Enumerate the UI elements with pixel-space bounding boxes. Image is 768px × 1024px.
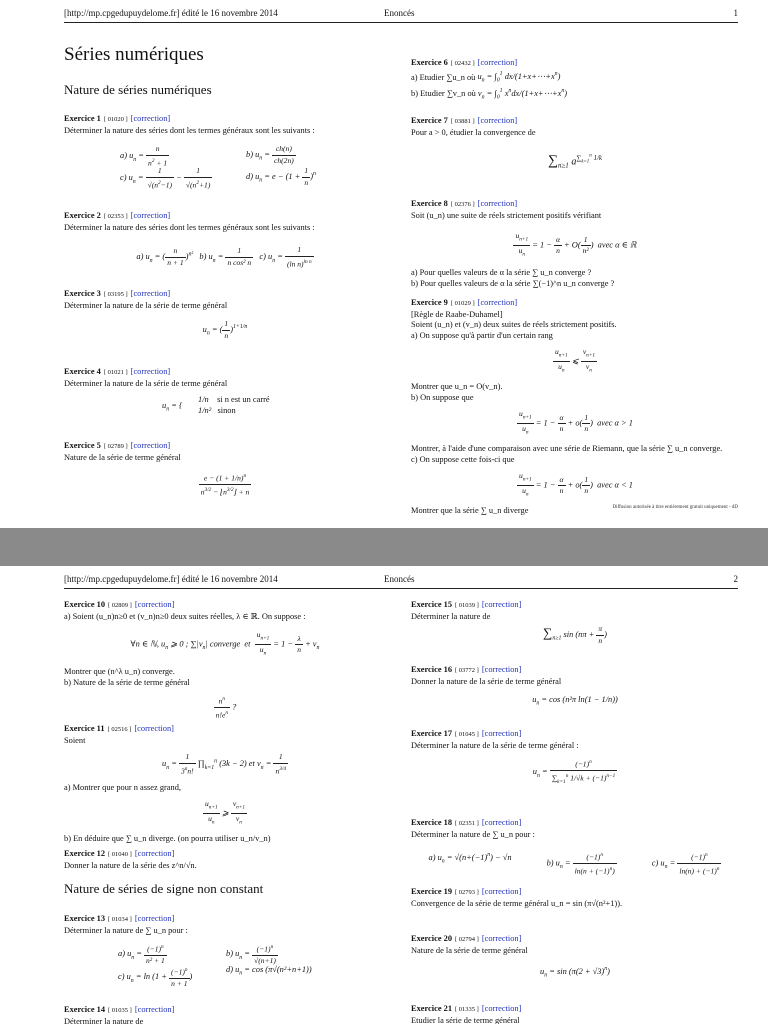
exercise-10 (64, 600, 386, 727)
exercise-text: Déterminer la nature de la série de terme général : (411, 740, 579, 750)
exercise-formulas: ∀n ∈ ℕ, $u_n$ ⩾ 0 ; $\sum|v_n|$ converge et $\frac{u_{n+1}}{u_n}$ = 1 − $\frac{\lambda}{n}$ + $v_n$ (130, 630, 320, 657)
exercise-19 (411, 887, 739, 909)
exercise-text: Nature de la série de terme général (411, 945, 528, 955)
exercise-6: Exercice 6 [ 02432 ] [correction] a) Etudier ∑u_n où $u_n = \int_0^1$ $dx/(1+x+\cdots+x^n)$ b) Etudier ∑v_n où $v_n = \int_0^1$ $x^ndx/(1+x+\cdots+x^n)$ (411, 58, 568, 101)
exercise-label: Exercice 8 (411, 199, 448, 208)
page-footer: Diffusion autorisée à titre entièrement gratuit uniquement - dD (612, 505, 738, 510)
exercise-id: [ 02376 ] (450, 201, 475, 208)
correction-link[interactable]: [correction] (130, 114, 171, 123)
exercise-label: Exercice 9 (411, 298, 448, 307)
exercise-14 (64, 1005, 386, 1024)
section-title: Nature de séries de signe non constant (64, 881, 264, 896)
exercise-id: [ 01045 ] (455, 731, 479, 738)
header-section: Enoncés (384, 574, 415, 584)
exercise-text: c) On suppose cette fois-ci que (411, 454, 515, 464)
right-column (411, 566, 739, 1024)
exercise-id: [ 01039 ] (455, 602, 479, 609)
exercise-formulas: a) $u_n$ = $\frac{(-1)^n}{\text{n² + 1}}$ b) $u_n$ = $\frac{(-1)^n}{√(n+1)}$ c) $u_n = \ln (1$ + $\frac{(-1)^n}{n + 1}$ ) d) $u_n = \cos (\pi√(n^2+n+1))$ (118, 944, 312, 989)
exercise-2 (64, 211, 386, 276)
exercise-3 (64, 289, 386, 347)
exercise-formulas: $u_n = \sin (\pi(2 + √3)^n)$ (540, 966, 610, 979)
exercise-formulas: $u_n$ = ( $\frac{1}{n}$ )$^{1+1/n}$ (202, 319, 248, 340)
exercise-text: Déterminer la nature des séries dont les termes généraux sont les suivants : (64, 222, 315, 232)
exercise-text: Déterminer la nature de la série de terme général (64, 300, 228, 310)
exercise-text: Déterminer la nature de (64, 1016, 144, 1024)
case-text: si n est un carré (217, 395, 270, 404)
exercise-text: Donner la nature de la série des z^n/√n. (64, 860, 197, 870)
exercise-formulas: a) $u_n$ = ( $\frac{n}{n + 1}$ )$^{n^2}$ b) $u_n$ = $\frac{1}{\text{n cos² n}}$ c) $u_n$ = $\frac{1}{(\ln n)^{ln n}}$ (136, 245, 312, 269)
correction-link[interactable]: [correction] (134, 1005, 175, 1014)
correction-link[interactable]: [correction] (481, 729, 522, 738)
exercise-id: [ 02794 ] (455, 936, 479, 943)
exercise-label: Exercice 10 (64, 600, 106, 609)
exercise-id: [ 01021 ] (103, 369, 128, 376)
exercise-9 (411, 298, 739, 517)
exercise-text: Donner la nature de la série de terme général (411, 676, 562, 686)
exercise-formulas: $\sum_{n\ge 1}$ sin (nπ + $\frac{\pi}{n}$ ) (543, 624, 607, 645)
exercise-id: [ 01040 ] (108, 851, 132, 858)
exercise-text: Montrer que u_n = O(v_n). (411, 382, 503, 391)
exercise-text: b) Etudier ∑v_n où (411, 89, 476, 99)
exercise-8 (411, 199, 739, 289)
correction-link[interactable]: [correction] (134, 600, 175, 609)
exercise-text: Déterminer la nature de ∑ u_n pour : (411, 829, 535, 839)
exercise-label: Exercice 18 (411, 818, 453, 827)
exercise-id: [ 02793 ] (455, 889, 479, 896)
exercise-text: Etudier la série de terme général (411, 1015, 520, 1024)
exercise-text: Pour a > 0, étudier la convergence de (411, 127, 536, 137)
exercise-id: [ 01034 ] (108, 916, 132, 923)
exercise-label: Exercice 12 (64, 849, 106, 858)
exercise-label: Exercice 1 (64, 114, 101, 123)
page-2 (0, 566, 768, 1024)
exercise-question: a) Pour quelles valeurs de α la série ∑ u_n converge ? (411, 268, 592, 277)
exercise-text: Déterminer la nature des séries dont les termes généraux sont les suivants : (64, 125, 315, 135)
exercise-id: [ 01029 ] (450, 300, 475, 307)
exercise-13 (64, 914, 386, 989)
page-title: Séries numériques (64, 44, 204, 65)
exercise-label: Exercice 4 (64, 367, 101, 376)
exercise-id: [ 03881 ] (450, 118, 475, 125)
exercise-label: Exercice 2 (64, 211, 101, 220)
exercise-17 (411, 729, 739, 794)
exercise-label: Exercice 6 (411, 58, 448, 67)
exercise-label: Exercice 3 (64, 289, 101, 298)
exercise-formulas: $\frac{n^n}{n!e^n}$ ? (215, 696, 237, 720)
exercise-15 (411, 600, 739, 648)
exercise-id: [ 01035 ] (108, 1007, 132, 1014)
correction-link[interactable]: [correction] (134, 914, 175, 923)
exercise-text: Soit (u_n) une suite de réels strictement positifs vérifiant (411, 210, 602, 220)
exercise-formulas: $\sum_{n\ge 1}$ $a^{\sum_{k=1}^n 1/k}$ (547, 153, 602, 170)
exercise-text: Montrer que (n^λ u_n) converge. (64, 667, 175, 676)
exercise-formulas: $u_n = \cos (n^2\pi$ ln(1 − 1/n)) (532, 695, 618, 707)
exercise-label: Exercice 5 (64, 441, 101, 450)
left-column (64, 0, 386, 528)
exercise-text: a) Etudier ∑u_n où (411, 72, 476, 82)
correction-link[interactable]: [correction] (130, 367, 171, 376)
exercise-text: a) Soient (u_n)n≥0 et (v_n)n≥0 deux suites réelles, λ ∈ ℝ. On suppose : (64, 611, 306, 621)
exercise-label: Exercice 7 (411, 116, 448, 125)
exercise-18 (411, 818, 739, 887)
correction-link[interactable]: [correction] (477, 298, 518, 307)
exercise-text: a) Montrer que pour n assez grand, (64, 782, 181, 792)
exercise-label: Exercice 17 (411, 729, 453, 738)
correction-link[interactable]: [correction] (130, 211, 171, 220)
page-number: 1 (733, 8, 738, 18)
exercise-id: [ 02809 ] (108, 602, 132, 609)
exercise-formulas: a) $u_n$ = $\frac{n}{n^2 + 1}$ b) $u_n$ = $\frac{ch(n)}{ch(2n)}$ c) $u_n$ = $\frac{1}{√(n^2-1)}$ − $\frac{1}{√(n^2+1)}$ d) $u_n = e - (1$ + $\frac{1}{n}$ )$^n$ (120, 144, 316, 190)
correction-link[interactable]: [correction] (477, 199, 518, 208)
exercise-formulas: a) $u_n = √(n+(-1)^n) - √n$ b) $u_n$ = $\frac{(-1)^n}{\ln(n + (-1)^n)}$ c) $u_n$ = $\frac{(-1)^n}{\ln(n) + (-1)^n}$ (428, 852, 720, 876)
correction-link[interactable]: [correction] (130, 289, 171, 298)
exercise-label: Exercice 11 (64, 724, 105, 733)
exercise-text: Déterminer la nature de (411, 611, 491, 621)
exercise-text: Montrer que la série ∑ u_n diverge (411, 506, 529, 515)
exercise-label: Exercice 20 (411, 934, 453, 943)
exercise-text: b) On suppose que (411, 392, 474, 402)
correction-link[interactable]: [correction] (481, 934, 522, 943)
exercise-20 (411, 934, 739, 989)
right-column (411, 0, 739, 528)
exercise-formulas: $\frac{u_{n+1}}{u_n}$ ⩾ $\frac{v_{n+1}}{v_n}$ (204, 799, 246, 826)
exercise-formulas: $\frac{u_{n+1}}{u_n}$ = 1 − $\frac{\alpha}{n}$ + o( $\frac{1}{n}$ ) avec α > 1 (519, 409, 633, 436)
exercise-id: [ 02353 ] (103, 213, 128, 220)
correction-link[interactable]: [correction] (481, 600, 522, 609)
header-section: Enoncés (384, 8, 415, 18)
exercise-7 (411, 116, 739, 177)
exercise-text: Déterminer la nature de la série de terme général (64, 378, 228, 388)
exercise-label: Exercice 15 (411, 600, 453, 609)
exercise-1 (64, 114, 386, 190)
exercise-text: Soient (64, 735, 86, 745)
correction-link[interactable]: [correction] (481, 665, 522, 674)
exercise-text: a) On suppose qu'à partir d'un certain rang (411, 330, 553, 340)
exercise-label: Exercice 19 (411, 887, 453, 896)
correction-link[interactable]: [correction] (481, 1004, 522, 1013)
exercise-formulas: $\frac{u_{n+1}}{u_n}$ = 1 − $\frac{\alpha}{n}$ + o( $\frac{1}{n}$ ) avec α < 1 (519, 471, 633, 498)
exercise-formulas: $u_n$ = { 1/n si n est un carré 1/n² sinon (162, 395, 270, 415)
exercise-label: Exercice 16 (411, 665, 453, 674)
exercise-id: [ 02351 ] (455, 820, 479, 827)
header-url[interactable]: [http://mp.cpgedupuydelome.fr] édité le 16 novembre 2014 (64, 574, 278, 584)
correction-link[interactable]: [correction] (134, 849, 175, 858)
exercise-formulas: $\frac{u_{n+1}}{u_n}$ = 1 − $\frac{\alpha}{n}$ + O( $\frac{1}{\text{n²}}$ ) avec α ∈ ℝ (515, 231, 637, 258)
exercise-id: [ 01020 ] (103, 116, 128, 123)
exercise-text: Soient (u_n) et (v_n) deux suites de réels strictement positifs. (411, 320, 617, 329)
exercise-4 (64, 367, 386, 421)
left-column (64, 566, 386, 1024)
exercise-text: Nature de la série de terme général (64, 452, 181, 462)
exercise-formulas: $\frac{u_{n+1}}{u_n}$ ⩽ $\frac{v_{n+1}}{v_n}$ (554, 347, 596, 374)
exercise-formulas: $\frac{e - (1 + 1/n)^n}{n^{3/2} - ⌊n^{3/2}⌋ + n}$ (200, 473, 250, 497)
header-url[interactable]: [http://mp.cpgedupuydelome.fr] édité le 16 novembre 2014 (64, 8, 278, 18)
exercise-label: Exercice 14 (64, 1005, 106, 1014)
correction-link[interactable]: [correction] (477, 58, 518, 67)
exercise-label: Exercice 13 (64, 914, 106, 923)
exercise-label: Exercice 21 (411, 1004, 453, 1013)
page-number: 2 (733, 574, 738, 584)
section-title: Nature de séries numériques (64, 82, 212, 97)
exercise-text: Convergence de la série de terme général u_n = sin (π√(n²+1)). (411, 898, 623, 908)
exercise-question: b) Pour quelles valeurs de α la série ∑(−1)^n u_n converge ? (411, 278, 615, 288)
exercise-id: [ 02432 ] (450, 60, 475, 67)
exercise-12 (64, 849, 386, 871)
exercise-text: b) Nature de la série de terme général (64, 677, 190, 687)
exercise-5 (64, 441, 386, 504)
exercise-text: Déterminer la nature de ∑ u_n pour : (64, 925, 188, 935)
exercise-formulas: $u_n$ = $\frac{1}{3^nn!}$ $\prod_{k=1}^n$ (3k − 2) et $v_n$ = $\frac{1}{n^{3/4}}$ (162, 752, 286, 776)
correction-link[interactable]: [correction] (130, 441, 171, 450)
exercise-formulas: $u_n$ = $\frac{(-1)^n}{\sum_{k=1}^n 1/√k + (-1)^{n-1}}$ (532, 759, 616, 786)
correction-link[interactable]: [correction] (477, 116, 518, 125)
exercise-id: [ 03772 ] (455, 667, 479, 674)
exercise-16 (411, 665, 739, 717)
correction-link[interactable]: [correction] (134, 724, 174, 733)
exercise-21 (411, 1004, 739, 1024)
exercise-text: Montrer, à l'aide d'une comparaison avec une série de Riemann, que la série ∑ u_n converge. (411, 444, 723, 453)
correction-link[interactable]: [correction] (481, 818, 522, 827)
exercise-id: [ 01335 ] (455, 1006, 479, 1013)
exercise-text: [Règle de Raabe-Duhamel] (411, 309, 503, 319)
exercise-11 (64, 724, 386, 845)
exercise-id: [ 02789 ] (103, 443, 128, 450)
correction-link[interactable]: [correction] (481, 887, 522, 896)
case-text: sinon (217, 406, 236, 415)
exercise-text: b) En déduire que ∑ u_n diverge. (on pourra utiliser u_n/v_n) (64, 834, 271, 844)
exercise-id: [ 03195 ] (103, 291, 128, 298)
exercise-id: [ 02516 ] (107, 726, 132, 733)
